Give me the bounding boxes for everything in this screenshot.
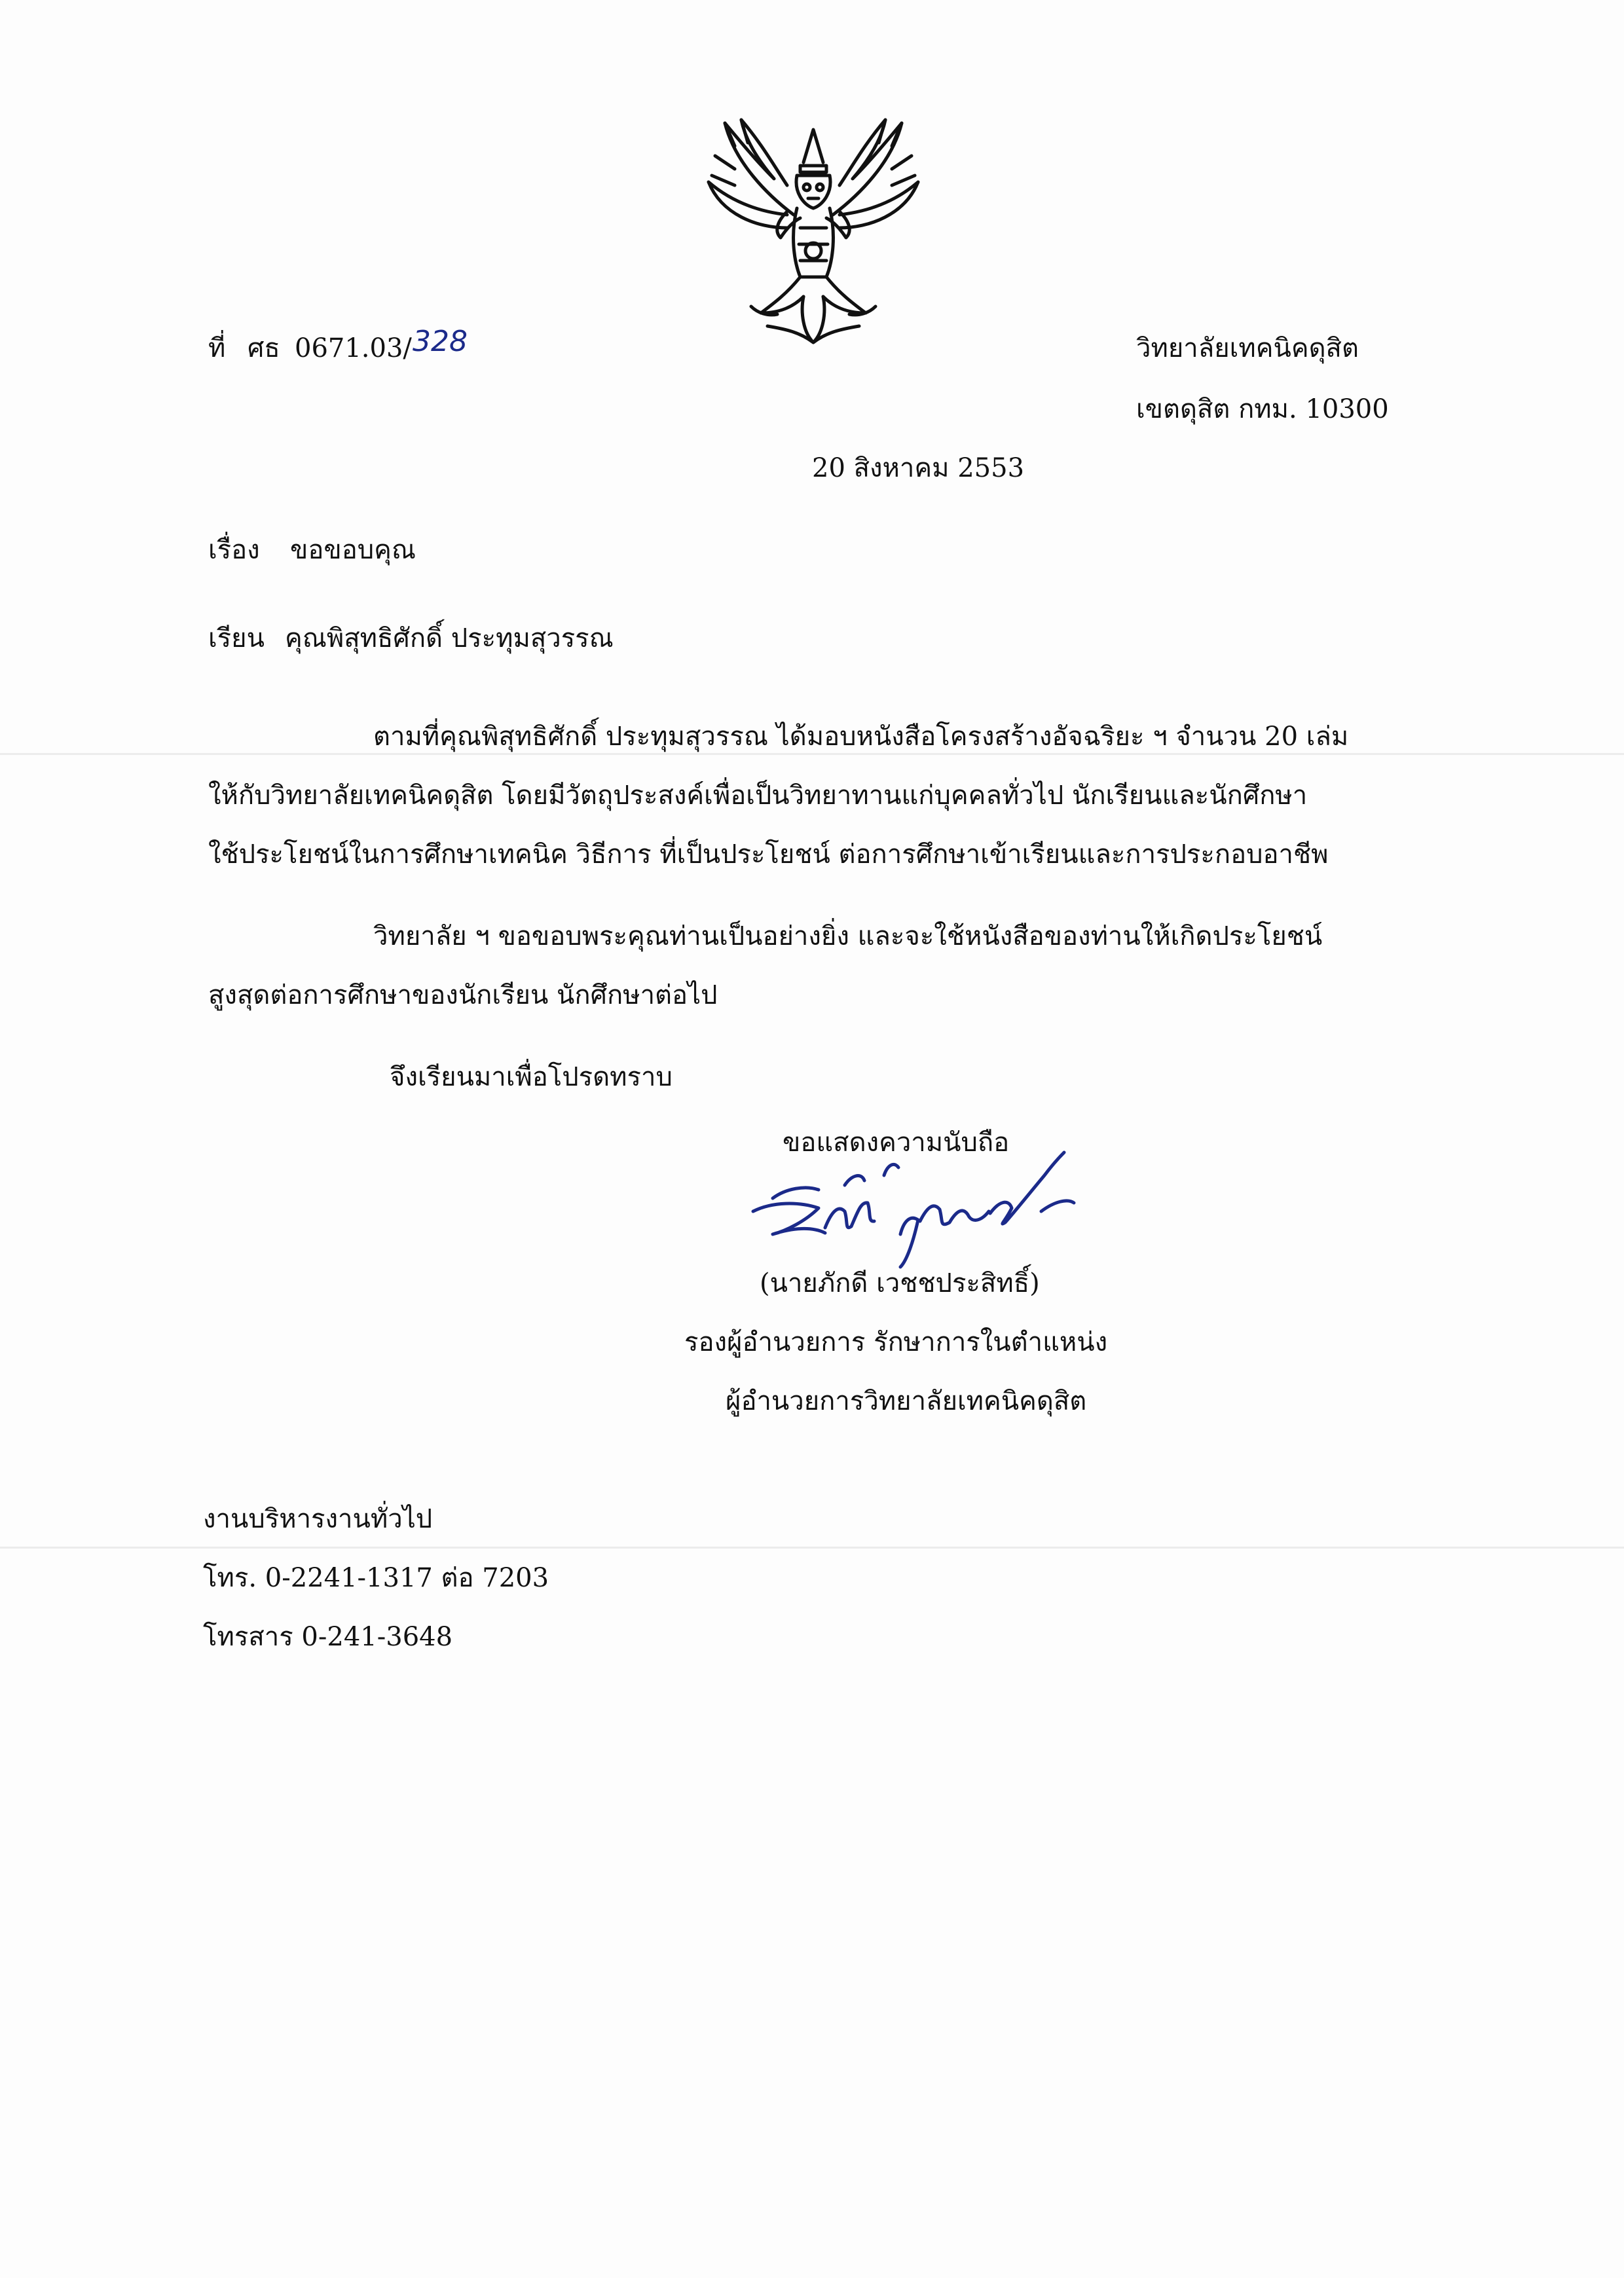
org-name: วิทยาลัยเทคนิคดุสิต: [1136, 333, 1359, 363]
handwritten-signature: [747, 1149, 1113, 1274]
letter-date: 20 สิงหาคม 2553: [812, 453, 1025, 483]
recipient-value: คุณพิสุทธิศักดิ์ ประทุมสุวรรณ: [285, 623, 614, 653]
subject-label: เรื่อง: [208, 535, 260, 565]
signatory-position-line1: รองผู้อำนวยการ รักษาการในตำแหน่ง: [684, 1327, 1108, 1357]
ref-prefix: ศธ: [248, 333, 280, 363]
paragraph1-line3: ใช้ประโยชน์ในการศึกษาเทคนิค วิธีการ ที่เป็นประโยชน์ ต่อการศึกษาเข้าเรียนและการประกอบอาชีพ: [208, 839, 1329, 870]
footer-department: งานบริหารงานทั่วไป: [203, 1504, 433, 1534]
paragraph1-line2: ให้กับวิทยาลัยเทคนิคดุสิต โดยมีวัตถุประสงค์เพื่อเป็นวิทยาทานแก่บุคคลทั่วไป นักเรียนและนักศึกษา: [208, 781, 1308, 811]
subject-value: ขอขอบคุณ: [290, 535, 416, 565]
org-address: เขตดุสิต กทม. 10300: [1136, 394, 1389, 424]
paragraph1-line1: ตามที่คุณพิสุทธิศักดิ์ ประทุมสุวรรณ ได้มอบหนังสือโครงสร้างอัจฉริยะ ฯ จำนวน 20 เล่ม: [373, 722, 1349, 752]
ref-code: 0671.03/: [295, 333, 412, 363]
paragraph2-line2: สูงสุดต่อการศึกษาของนักเรียน นักศึกษาต่อไป: [208, 980, 718, 1010]
signature-salutation: ขอแสดงความนับถือ: [783, 1128, 1010, 1158]
paragraph2-line1: วิทยาลัย ฯ ขอขอบพระคุณท่านเป็นอย่างยิ่ง และจะใช้หนังสือของท่านให้เกิดประโยชน์: [373, 921, 1323, 951]
garuda-emblem-icon: [695, 117, 931, 352]
footer-phone: โทร. 0-2241-1317 ต่อ 7203: [203, 1563, 549, 1593]
closing-request: จึงเรียนมาเพื่อโปรดทราบ: [390, 1062, 673, 1092]
ref-number-handwritten: 328: [413, 325, 468, 358]
signatory-position-line2: ผู้อำนวยการวิทยาลัยเทคนิคดุสิต: [726, 1386, 1087, 1416]
ref-label: ที่: [208, 333, 226, 363]
signatory-name: (นายภักดี เวชชประสิทธิ์): [760, 1268, 1040, 1298]
paper-fold-line: [0, 1547, 1624, 1549]
paper-fold-line: [0, 753, 1624, 755]
recipient-label: เรียน: [208, 623, 265, 653]
footer-fax: โทรสาร 0-241-3648: [203, 1622, 453, 1652]
